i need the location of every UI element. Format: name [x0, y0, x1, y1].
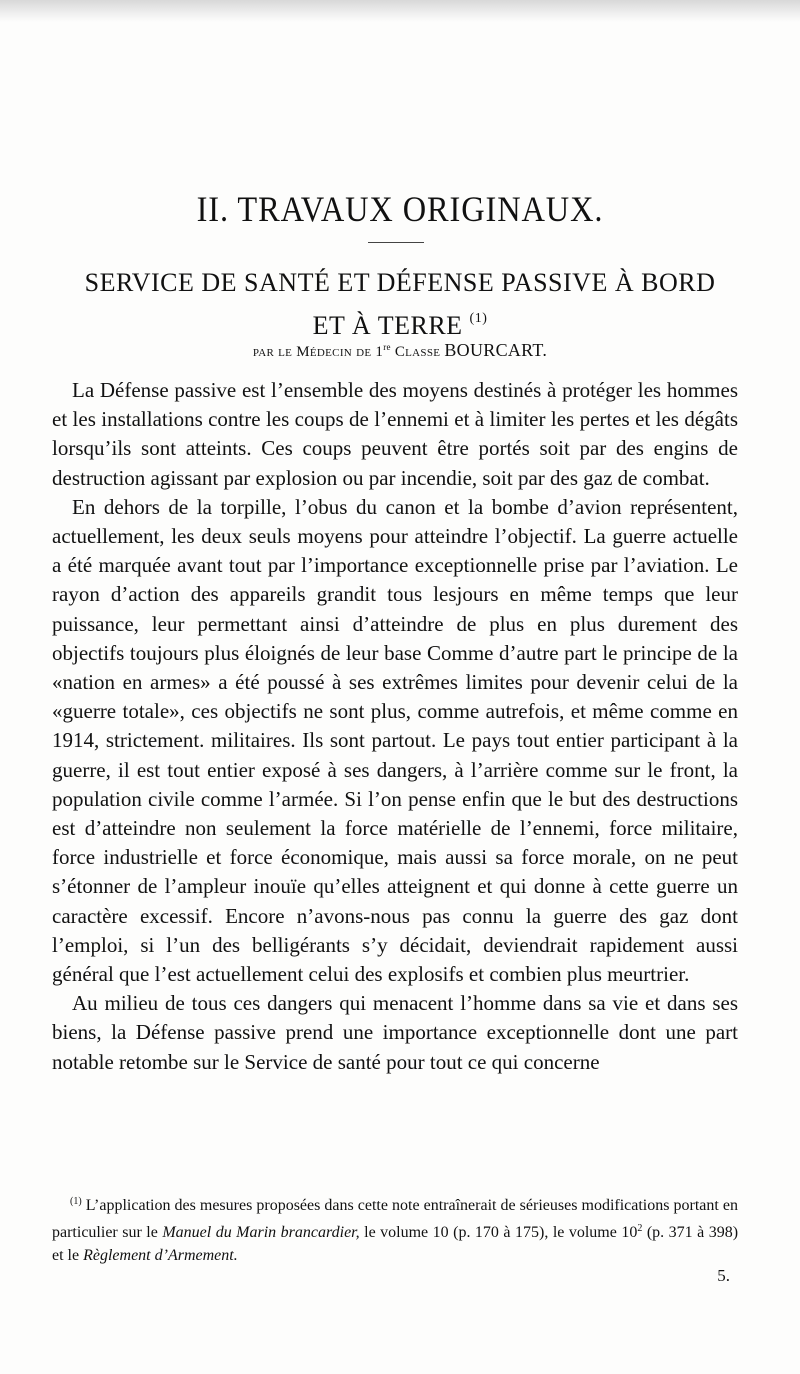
- author-name: BOURCART.: [444, 340, 548, 360]
- byline-rank-sup: re: [383, 342, 391, 352]
- heading-divider: [368, 242, 424, 243]
- footnote-text-c: (p. 371 à 398) et le: [52, 1224, 739, 1264]
- body-text: [52, 376, 738, 1077]
- footnote-text-a: L’application des mesures proposées dans cette note entraînerait de sérieuses modifications portant en particulier sur le: [52, 1197, 739, 1241]
- part-heading: II. TRAVAUX ORIGINAUX.: [196, 189, 604, 229]
- paragraph: La Défense passive est l’ensemble des moyens destinés à protéger les hommes et les installations contre les coups de l’ennemi et à limiter les pertes et les dégâts lorsqu’ils sont atteints. Ces coups peuvent être portés soit par des engins de destruction agissant par explosion ou par incendie, soit par des gaz de combat.: [52, 378, 738, 490]
- footnote-text-b: le volume 10 (p. 170 à 175), le volume 10: [364, 1224, 638, 1241]
- article-title: [60, 265, 740, 344]
- scan-edge: [0, 0, 800, 22]
- byline-rank-a: Médecin de 1: [296, 344, 384, 360]
- page-number: 5.: [717, 1266, 730, 1285]
- byline-par: par le: [252, 344, 293, 360]
- footnote: [52, 1190, 738, 1267]
- title-footnote-marker: (1): [469, 311, 488, 326]
- paragraph: Au milieu de tous ces dangers qui menacent l’homme dans sa vie et dans ses biens, la Défense passive prend une importance exceptionnelle dont une part notable retombe sur le Service de santé pour tout ce qui concerne: [52, 991, 738, 1074]
- footnote-italic-a: Manuel du Marin brancardier,: [162, 1224, 360, 1241]
- paragraph: En dehors de la torpille, l’obus du canon et la bombe d’avion représentent, actuellement, les deux seuls moyens pour atteindre l’objectif. La guerre actuelle a été marquée avant tout par l’importance exceptionnelle prise par l’aviation. Le rayon d’action des appareils grandit tous lesjours en même temps que leur puissance, leur permettant ainsi d’atteindre de plus en plus durement des objectifs toujours plus éloignés de leur base Comme d’autre part le principe de la «nation en armes» a été poussé à ses extrêmes limites pour devenir celui de la «guerre totale», ces objectifs ne sont plus, comme autrefois, et même comme en 1914, strictement. militaires. Ils sont partout. Le pays tout entier participant à la guerre, il est tout entier exposé à ses dangers, à l’arrière comme sur le front, la population civile comme l’armée. Si l’on pense enfin que le but des destructions est d’atteindre non seulement la force matérielle de l’ennemi, force militaire, force industrielle et force économique, mais aussi sa force morale, on ne peut s’étonner de l’ampleur inouïe qu’elles atteignent et qui donne à cette guerre un caractère excessif. Encore n’avons-nous pas connu la guerre des gaz dont l’emploi, si l’un des belligérants s’y décidait, deviendrait rapidement aussi général que l’est actuellement celui des explosifs et combien plus meurtrier.: [52, 494, 738, 987]
- article-title-line1: SERVICE DE SANTÉ ET DÉFENSE PASSIVE À BORD: [84, 268, 716, 297]
- byline-rank-b: Classe: [394, 344, 441, 360]
- article-title-line2: ET À TERRE: [312, 311, 463, 340]
- footnote-sup: 2: [637, 1223, 643, 1234]
- footnote-marker: (1): [70, 1196, 82, 1207]
- byline: [0, 340, 800, 361]
- footnote-italic-b: Règlement d’Armement.: [83, 1247, 238, 1264]
